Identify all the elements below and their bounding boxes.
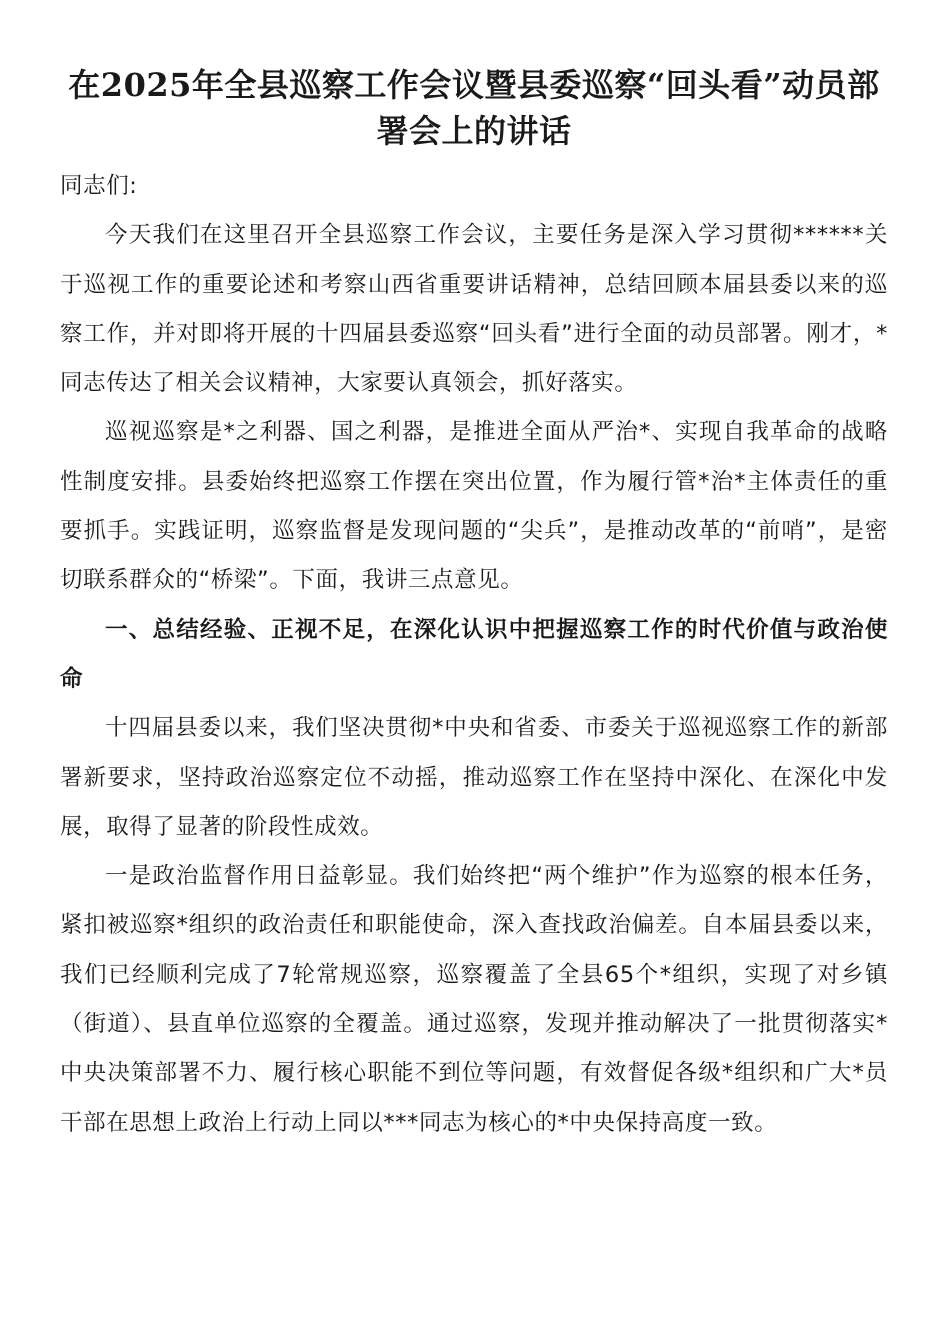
paragraph-political-supervision: 一是政治监督作用日益彰显。我们始终把“两个维护”作为巡察的根本任务，紧扣被巡察*组织的政治责任和职能使命，深入查找政治偏差。自本届县委以来，我们已经顺利完成了7轮常规巡察，巡察覆盖了全县65个*组织，实现了对乡镇（街道）、县直单位巡察的全覆盖。通过巡察，发现并推动解决了一批贯彻落实*中央决策部署不力、履行核心职能不到位等问题，有效督促各级*组织和广大*员干部在思想上政治上行动上同以***同志为核心的*中央保持高度一致。 [60,863,888,1136]
paragraph-purpose: 巡视巡察是*之利器、国之利器，是推进全面从严治*、实现自我革命的战略性制度安排。县委始终把巡察工作摆在突出位置，作为履行管*治*主体责任的重要抓手。实践证明，巡察监督是发现问题的“尖兵”，是推动改革的“前哨”，是密切联系群众的“桥梁”。下面，我讲三点意见。 [60,419,888,594]
paragraph-section-intro: 十四届县委以来，我们坚决贯彻*中央和省委、市委关于巡视巡察工作的新部署新要求，坚持政治巡察定位不动摇，推动巡察工作在坚持中深化、在深化中发展，取得了显著的阶段性成效。 [60,715,888,840]
paragraph-opening: 今天我们在这里召开全县巡察工作会议，主要任务是深入学习贯彻******关于巡视工作的重要论述和考察山西省重要讲话精神，总结回顾本届县委以来的巡察工作，并对即将开展的十四届县委巡察“回头看”进行全面的动员部署。刚才，*同志传达了相关会议精神，大家要认真领会，抓好落实。 [60,222,888,397]
salutation: 同志们: [60,173,138,199]
document-title: 在2025年全县巡察工作会议暨县委巡察“回头看”动员部署会上的讲话 [68,66,880,150]
section-heading: 一、总结经验、正视不足，在深化认识中把握巡察工作的时代价值与政治使命 [60,616,888,692]
document-body [60,162,888,1148]
